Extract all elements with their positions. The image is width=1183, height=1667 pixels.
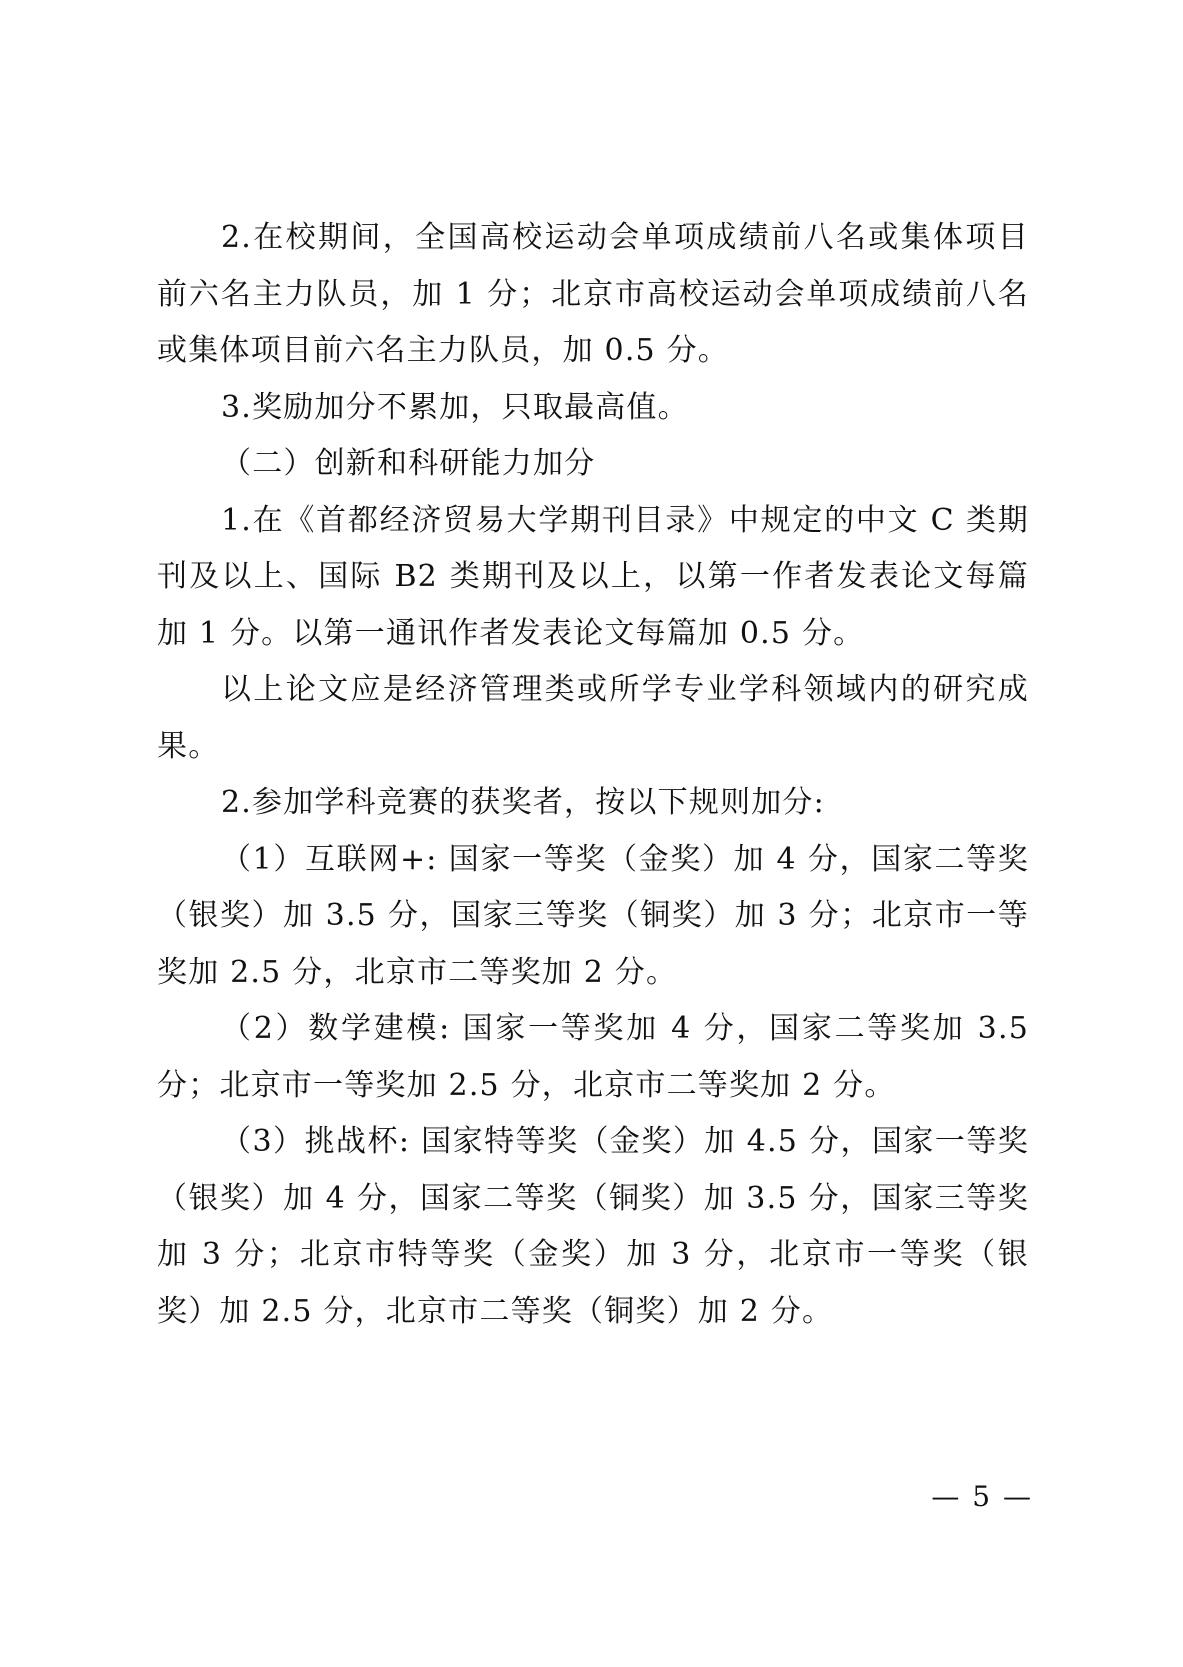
page-number: — 5 — xyxy=(931,1480,1033,1513)
paragraph-math-modeling: （2）数学建模: 国家一等奖加 4 分，国家二等奖加 3.5 分；北京市一等奖加 2.5 分，北京市二等奖加 2 分。 xyxy=(157,1011,1029,1103)
paragraph-paper-scope: 以上论文应是经济管理类或所学专业学科领域内的研究成果。 xyxy=(157,672,1029,764)
paragraph-competition-rules: 2.参加学科竞赛的获奖者，按以下规则加分: xyxy=(221,785,825,820)
paragraph-challenge-cup: （3）挑战杯: 国家特等奖（金奖）加 4.5 分，国家一等奖（银奖）加 4 分，国家二等奖（铜奖）加 3.5 分，国家三等奖加 3 分；北京市特等奖（金奖）加 3 分，北京市一等奖（银奖）加 2.5 分，北京市二等奖（铜奖）加 2 分。 xyxy=(157,1124,1029,1329)
paragraph-internet-plus: （1）互联网+: 国家一等奖（金奖）加 4 分，国家二等奖（银奖）加 3.5 分，国家三等奖（铜奖）加 3 分；北京市一等奖加 2.5 分，北京市二等奖加 2 分。 xyxy=(157,841,1029,990)
paragraph-sports-meet: 2.在校期间，全国高校运动会单项成绩前八名或集体项目前六名主力队员，加 1 分；北京市高校运动会单项成绩前八名或集体项目前六名主力队员，加 0.5 分。 xyxy=(157,220,1029,368)
section-heading-innovation-research: （二）创新和科研能力加分 xyxy=(221,446,596,481)
body-text xyxy=(157,210,1029,1340)
paragraph-no-accumulation: 3.奖励加分不累加，只取最高值。 xyxy=(221,389,689,425)
paragraph-journal-papers: 1.在《首都经济贸易大学期刊目录》中规定的中文 C 类期刊及以上、国际 B2 类期刊及以上，以第一作者发表论文每篇加 1 分。以第一通讯作者发表论文每篇加 0.5 分。 xyxy=(157,502,1029,651)
